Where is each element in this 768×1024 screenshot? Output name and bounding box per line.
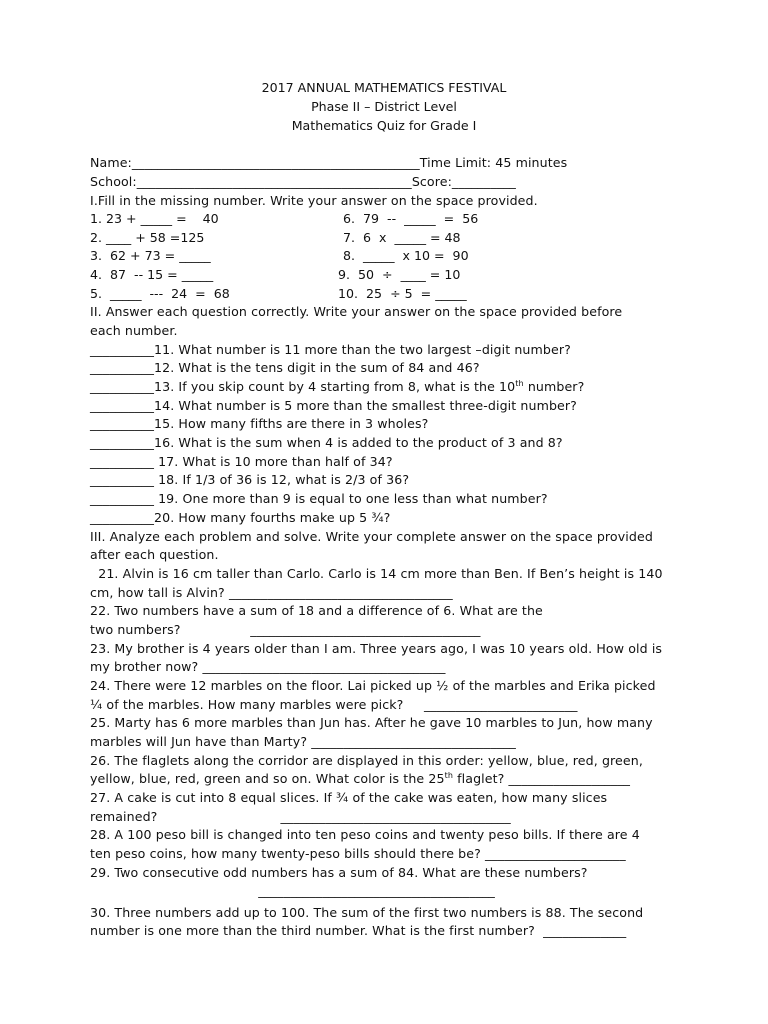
problem-21-line: 21. Alvin is 16 cm taller than Carlo. Carlo is 14 cm more than Ben. If Ben’s height is 140 xyxy=(90,566,663,581)
problem-24-line: 24. There were 12 marbles on the floor. Lai picked up ½ of the marbles and Erika picked xyxy=(90,678,656,693)
part1-item: 4. 87 -- 15 = _____ xyxy=(90,267,214,282)
part1-item: 8. _____ x 10 = 90 xyxy=(343,248,469,263)
problem-22-line: 22. Two numbers have a sum of 18 and a difference of 6. What are the xyxy=(90,603,543,618)
problem-22-line: two numbers? ____________________________________ xyxy=(90,622,481,637)
problem-23-line: my brother now? ______________________________________ xyxy=(90,659,446,674)
part1-item: 6. 79 -- _____ = 56 xyxy=(343,211,479,226)
problem-26-line: 26. The flaglets along the corridor are displayed in this order: yellow, blue, red, green, xyxy=(90,753,643,768)
question-16: __________16. What is the sum when 4 is added to the product of 3 and 8? xyxy=(90,435,563,450)
part1-item: 1. 23 + _____ = 40 xyxy=(90,211,219,226)
part1-instruction: I.Fill in the missing number. Write your answer on the space provided. xyxy=(90,193,538,208)
question-15: __________15. How many fifths are there in 3 wholes? xyxy=(90,416,429,431)
question-12: __________12. What is the tens digit in the sum of 84 and 46? xyxy=(90,360,480,375)
problem-23-line: 23. My brother is 4 years older than I am. Three years ago, I was 10 years old. How old is xyxy=(90,641,663,656)
problem-29-line: 29. Two consecutive odd numbers has a sum of 84. What are these numbers? xyxy=(90,865,588,880)
question-13: __________13. If you skip count by 4 starting from 8, what is the 10th number? xyxy=(90,379,585,394)
part2-instruction-cont: each number. xyxy=(90,323,178,338)
part3-instruction: III. Analyze each problem and solve. Write your complete answer on the space provided xyxy=(90,529,653,544)
problem-27-line: 27. A cake is cut into 8 equal slices. If ¾ of the cake was eaten, how many slices xyxy=(90,790,608,805)
problem-30-line: number is one more than the third number. What is the first number? _____________ xyxy=(90,923,627,938)
problem-25-line: 25. Marty has 6 more marbles than Jun has. After he gave 10 marbles to Jun, how many xyxy=(90,715,653,730)
problem-30-line: 30. Three numbers add up to 100. The sum of the first two numbers is 88. The second xyxy=(90,905,644,920)
part1-item: 2. ____ + 58 =125 xyxy=(90,230,205,245)
problem-26-line: yellow, blue, red, green and so on. What color is the 25th flaglet? ___________________ xyxy=(90,771,631,786)
name-time-line: Name:_____________________________________________Time Limit: 45 minutes xyxy=(90,155,568,170)
part1-item: 9. 50 ÷ ____ = 10 xyxy=(338,267,461,282)
quiz-title: Mathematics Quiz for Grade I xyxy=(291,118,477,133)
question-20: __________20. How many fourths make up 5 ¾? xyxy=(90,510,391,525)
problem-28-line: ten peso coins, how many twenty-peso bills should there be? ______________________ xyxy=(90,846,626,861)
phase-title: Phase II – District Level xyxy=(311,99,457,114)
question-18: __________ 18. If 1/3 of 36 is 12, what is 2/3 of 36? xyxy=(90,472,410,487)
part3-instruction-cont: after each question. xyxy=(90,547,219,562)
question-19: __________ 19. One more than 9 is equal to one less than what number? xyxy=(90,491,548,506)
problem-25-line: marbles will Jun have than Marty? ________________________________ xyxy=(90,734,516,749)
problem-29-line: _____________________________________ xyxy=(90,883,495,898)
part2-instruction: II. Answer each question correctly. Write your answer on the space provided before xyxy=(90,304,623,319)
problem-28-line: 28. A 100 peso bill is changed into ten peso coins and twenty peso bills. If there are 4 xyxy=(90,827,640,842)
problem-27-line: remained? ____________________________________ xyxy=(90,809,511,824)
part1-item: 10. 25 ÷ 5 = _____ xyxy=(338,286,467,301)
problem-24-line: ¼ of the marbles. How many marbles were pick? ________________________ xyxy=(90,697,578,712)
part1-item: 3. 62 + 73 = _____ xyxy=(90,248,211,263)
question-17: __________ 17. What is 10 more than half of 34? xyxy=(90,454,393,469)
part1-item: 7. 6 x _____ = 48 xyxy=(343,230,461,245)
festival-title: 2017 ANNUAL MATHEMATICS FESTIVAL xyxy=(261,80,507,95)
part1-item: 5. _____ --- 24 = 68 xyxy=(90,286,230,301)
school-score-line: School:___________________________________________Score:__________ xyxy=(90,174,516,189)
question-14: __________14. What number is 5 more than the smallest three-digit number? xyxy=(90,398,577,413)
question-11: __________11. What number is 11 more than the two largest –digit number? xyxy=(90,342,571,357)
problem-21-line: cm, how tall is Alvin? ___________________________________ xyxy=(90,585,453,600)
